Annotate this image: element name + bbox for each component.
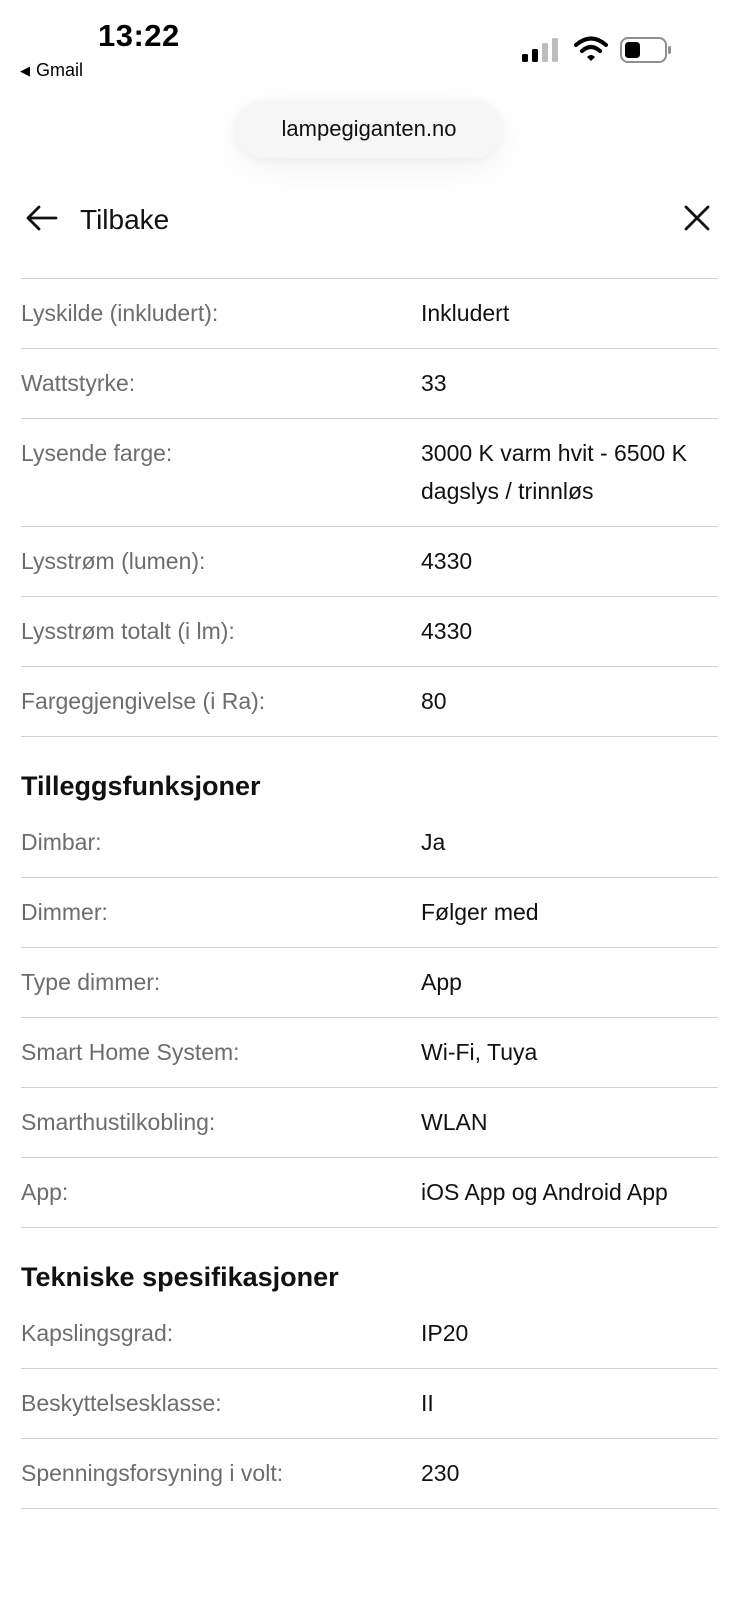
spec-list (21, 278, 718, 1509)
spec-row (21, 808, 718, 878)
spec-value: 3000 K varm hvit - 6500 K dagslys / trinnløs (421, 440, 687, 504)
arrow-left-icon[interactable] (26, 204, 58, 232)
spec-row (21, 948, 718, 1018)
spec-label: Smarthustilkobling: (21, 1109, 216, 1135)
status-time: 13:22 (98, 18, 180, 53)
light-spec-group (21, 278, 718, 737)
spec-value: IP20 (421, 1320, 469, 1346)
spec-label: Type dimmer: (21, 969, 161, 995)
spec-value: 4330 (421, 618, 473, 644)
spec-label: Lysende farge: (21, 440, 173, 466)
additional-features-group (21, 808, 718, 1228)
spec-label: Wattstyrke: (21, 370, 136, 396)
spec-value: 230 (421, 1460, 460, 1486)
spec-label: Spenningsforsyning i volt: (21, 1460, 284, 1486)
spec-row (21, 1088, 718, 1158)
spec-row (21, 667, 718, 737)
spec-label: Dimbar: (21, 829, 102, 855)
spec-label: Kapslingsgrad: (21, 1320, 174, 1346)
spec-row (21, 878, 718, 948)
technical-specs-group (21, 1299, 718, 1509)
back-to-app-link[interactable] (20, 60, 83, 81)
spec-row (21, 1439, 718, 1509)
spec-value: Inkludert (421, 300, 510, 326)
spec-value: WLAN (421, 1109, 488, 1135)
spec-label: Fargegjengivelse (i Ra): (21, 688, 266, 714)
spec-row (21, 527, 718, 597)
spec-label: App: (21, 1179, 69, 1205)
spec-label: Lysstrøm (lumen): (21, 548, 206, 574)
spec-label: Smart Home System: (21, 1039, 240, 1065)
spec-row (21, 1018, 718, 1088)
back-triangle-icon: ◀ (20, 62, 30, 78)
spec-row (21, 349, 718, 419)
close-icon[interactable] (683, 204, 711, 232)
address-bar-url: lampegiganten.no (281, 116, 457, 141)
spec-row (21, 278, 718, 349)
back-app-label: Gmail (36, 60, 84, 80)
spec-label: Beskyttelsesklasse: (21, 1390, 222, 1416)
spec-label: Dimmer: (21, 899, 108, 925)
cellular-signal-icon (522, 38, 562, 62)
section-title-additional-features: Tilleggsfunksjoner (21, 771, 261, 801)
spec-row (21, 1369, 718, 1439)
battery-icon (620, 37, 672, 63)
spec-label: Lysstrøm totalt (i lm): (21, 618, 235, 644)
spec-row (21, 1158, 718, 1228)
spec-value: 80 (421, 688, 447, 714)
spec-value: Ja (421, 829, 446, 855)
back-button-label[interactable]: Tilbake (80, 204, 170, 235)
spec-value: II (421, 1390, 434, 1416)
address-bar[interactable] (235, 100, 503, 158)
spec-label: Lyskilde (inkludert): (21, 300, 219, 326)
spec-value: Wi-Fi, Tuya (421, 1039, 538, 1065)
wifi-icon (574, 36, 608, 62)
spec-value: 33 (421, 370, 447, 396)
spec-value: iOS App og Android App (421, 1179, 668, 1205)
page-header (0, 190, 738, 250)
spec-row (21, 1299, 718, 1369)
spec-row (21, 597, 718, 667)
spec-value: 4330 (421, 548, 473, 574)
spec-value: App (421, 969, 462, 995)
spec-row (21, 419, 718, 527)
section-title-technical-specs: Tekniske spesifikasjoner (21, 1262, 339, 1292)
status-bar (0, 0, 738, 90)
spec-value: Følger med (421, 899, 539, 925)
